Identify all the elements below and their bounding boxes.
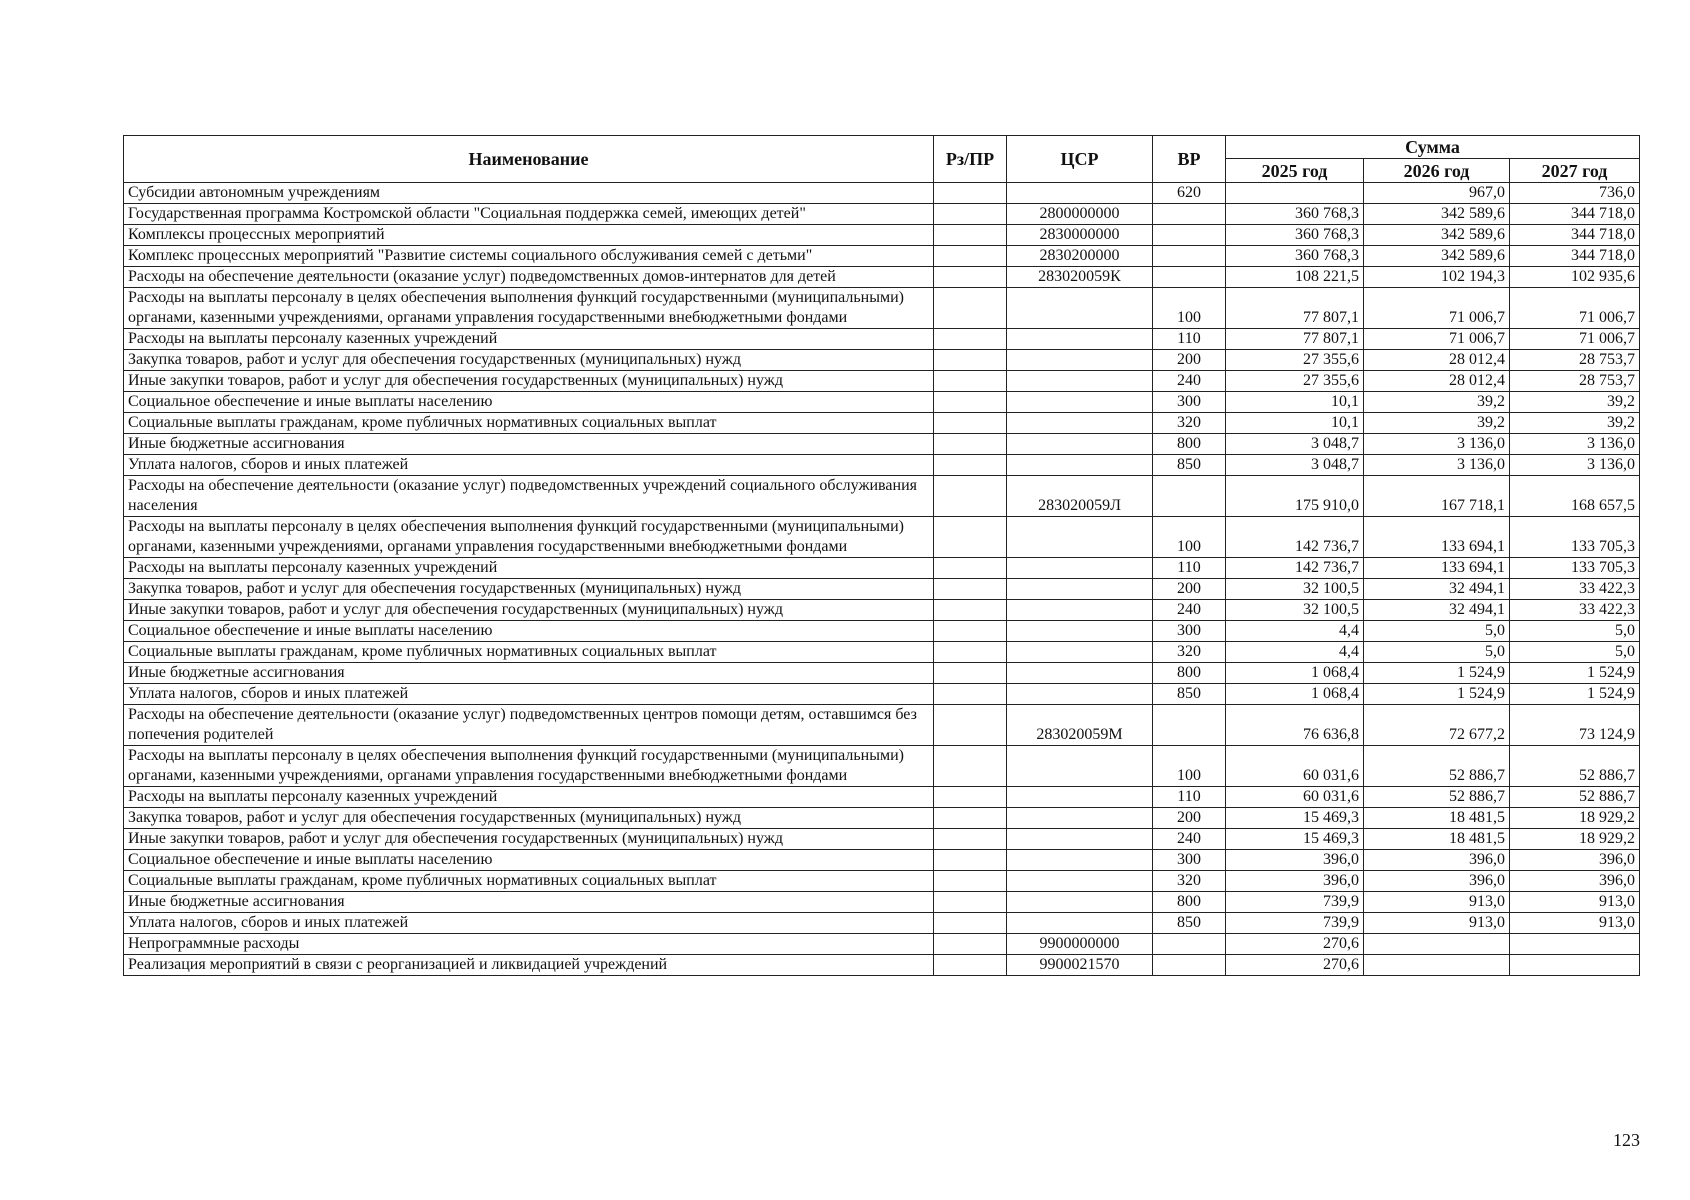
table-row — [124, 746, 1640, 787]
table-row — [124, 787, 1640, 808]
cell-y2026: 342 589,6 — [1364, 225, 1510, 246]
cell-rzpr — [934, 600, 1007, 621]
cell-rzpr — [934, 392, 1007, 413]
cell-y2026: 5,0 — [1364, 642, 1510, 663]
cell-y2026: 3 136,0 — [1364, 434, 1510, 455]
cell-csr — [1007, 371, 1153, 392]
cell-y2026: 71 006,7 — [1364, 329, 1510, 350]
cell-y2027: 73 124,9 — [1510, 705, 1640, 746]
cell-name: Комплекс процессных мероприятий "Развитие системы социального обслуживания семей с детьми" — [124, 246, 934, 267]
cell-csr: 283020059Л — [1007, 476, 1153, 517]
cell-y2026: 18 481,5 — [1364, 808, 1510, 829]
cell-y2025: 76 636,8 — [1226, 705, 1364, 746]
cell-rzpr — [934, 371, 1007, 392]
cell-vr — [1153, 705, 1226, 746]
cell-y2025: 142 736,7 — [1226, 517, 1364, 558]
cell-y2025: 60 031,6 — [1226, 787, 1364, 808]
cell-name: Социальное обеспечение и иные выплаты населению — [124, 392, 934, 413]
table-row — [124, 913, 1640, 934]
cell-y2026: 133 694,1 — [1364, 558, 1510, 579]
cell-name: Расходы на выплаты персоналу казенных учреждений — [124, 787, 934, 808]
cell-csr — [1007, 850, 1153, 871]
cell-y2025: 15 469,3 — [1226, 808, 1364, 829]
cell-name: Иные бюджетные ассигнования — [124, 434, 934, 455]
table-row — [124, 850, 1640, 871]
cell-csr: 2830000000 — [1007, 225, 1153, 246]
cell-name: Реализация мероприятий в связи с реорганизацией и ликвидацией учреждений — [124, 955, 934, 976]
cell-y2025: 360 768,3 — [1226, 204, 1364, 225]
cell-y2027: 5,0 — [1510, 642, 1640, 663]
table-row — [124, 663, 1640, 684]
cell-y2026: 52 886,7 — [1364, 746, 1510, 787]
table-body — [124, 183, 1640, 976]
cell-y2025: 3 048,7 — [1226, 434, 1364, 455]
table-row — [124, 183, 1640, 204]
cell-y2025: 27 355,6 — [1226, 350, 1364, 371]
cell-y2025: 175 910,0 — [1226, 476, 1364, 517]
cell-vr: 300 — [1153, 621, 1226, 642]
cell-y2026: 396,0 — [1364, 850, 1510, 871]
cell-name: Расходы на выплаты персоналу в целях обеспечения выполнения функций государственными (муниципальными) органами, казенными учреждениями, органами управления государственными внебюджетными фондами — [124, 746, 934, 787]
cell-y2027: 1 524,9 — [1510, 663, 1640, 684]
cell-y2026: 72 677,2 — [1364, 705, 1510, 746]
cell-vr: 110 — [1153, 787, 1226, 808]
cell-y2027: 168 657,5 — [1510, 476, 1640, 517]
header-sum: Сумма — [1226, 136, 1640, 159]
table-row — [124, 892, 1640, 913]
table-row — [124, 350, 1640, 371]
table-row — [124, 684, 1640, 705]
cell-csr — [1007, 455, 1153, 476]
header-csr: ЦСР — [1007, 136, 1153, 183]
cell-y2025: 77 807,1 — [1226, 288, 1364, 329]
cell-vr: 100 — [1153, 746, 1226, 787]
cell-name: Социальные выплаты гражданам, кроме публичных нормативных социальных выплат — [124, 871, 934, 892]
cell-y2026: 913,0 — [1364, 892, 1510, 913]
cell-y2025: 27 355,6 — [1226, 371, 1364, 392]
cell-csr — [1007, 829, 1153, 850]
cell-rzpr — [934, 434, 1007, 455]
table-row — [124, 413, 1640, 434]
cell-csr: 9900021570 — [1007, 955, 1153, 976]
cell-y2025: 32 100,5 — [1226, 600, 1364, 621]
cell-y2026: 342 589,6 — [1364, 246, 1510, 267]
table-row — [124, 455, 1640, 476]
cell-y2026 — [1364, 955, 1510, 976]
cell-y2025: 739,9 — [1226, 913, 1364, 934]
cell-vr: 800 — [1153, 434, 1226, 455]
cell-name: Расходы на обеспечение деятельности (оказание услуг) подведомственных учреждений социального обслуживания населения — [124, 476, 934, 517]
cell-rzpr — [934, 288, 1007, 329]
cell-csr — [1007, 329, 1153, 350]
cell-name: Расходы на обеспечение деятельности (оказание услуг) подведомственных центров помощи детям, оставшимся без попечения родителей — [124, 705, 934, 746]
cell-name: Уплата налогов, сборов и иных платежей — [124, 913, 934, 934]
cell-y2027 — [1510, 955, 1640, 976]
cell-csr — [1007, 642, 1153, 663]
cell-name: Социальное обеспечение и иные выплаты населению — [124, 621, 934, 642]
cell-name: Государственная программа Костромской области "Социальная поддержка семей, имеющих детей" — [124, 204, 934, 225]
cell-name: Непрограммные расходы — [124, 934, 934, 955]
table-row — [124, 579, 1640, 600]
table-row — [124, 434, 1640, 455]
cell-rzpr — [934, 225, 1007, 246]
cell-csr: 2830200000 — [1007, 246, 1153, 267]
cell-name: Расходы на выплаты персоналу в целях обеспечения выполнения функций государственными (муниципальными) органами, казенными учреждениями, органами управления государственными внебюджетными фондами — [124, 517, 934, 558]
cell-name: Расходы на выплаты персоналу казенных учреждений — [124, 329, 934, 350]
cell-vr — [1153, 267, 1226, 288]
cell-vr: 300 — [1153, 850, 1226, 871]
cell-y2025: 396,0 — [1226, 850, 1364, 871]
cell-csr — [1007, 621, 1153, 642]
cell-rzpr — [934, 476, 1007, 517]
cell-y2025: 60 031,6 — [1226, 746, 1364, 787]
cell-name: Иные бюджетные ассигнования — [124, 892, 934, 913]
cell-rzpr — [934, 746, 1007, 787]
cell-rzpr — [934, 579, 1007, 600]
cell-vr — [1153, 934, 1226, 955]
cell-name: Социальное обеспечение и иные выплаты населению — [124, 850, 934, 871]
cell-csr — [1007, 183, 1153, 204]
cell-rzpr — [934, 329, 1007, 350]
cell-rzpr — [934, 663, 1007, 684]
table-row — [124, 642, 1640, 663]
cell-y2025: 142 736,7 — [1226, 558, 1364, 579]
cell-csr: 9900000000 — [1007, 934, 1153, 955]
cell-name: Социальные выплаты гражданам, кроме публичных нормативных социальных выплат — [124, 413, 934, 434]
cell-y2025: 1 068,4 — [1226, 684, 1364, 705]
cell-y2026: 967,0 — [1364, 183, 1510, 204]
cell-csr — [1007, 558, 1153, 579]
cell-y2026: 28 012,4 — [1364, 350, 1510, 371]
cell-rzpr — [934, 913, 1007, 934]
cell-y2025: 32 100,5 — [1226, 579, 1364, 600]
cell-csr: 283020059К — [1007, 267, 1153, 288]
cell-name: Уплата налогов, сборов и иных платежей — [124, 455, 934, 476]
cell-y2025: 15 469,3 — [1226, 829, 1364, 850]
cell-y2027: 102 935,6 — [1510, 267, 1640, 288]
cell-y2026: 18 481,5 — [1364, 829, 1510, 850]
table-row — [124, 600, 1640, 621]
cell-rzpr — [934, 934, 1007, 955]
cell-csr — [1007, 913, 1153, 934]
table-row — [124, 246, 1640, 267]
cell-y2027: 3 136,0 — [1510, 455, 1640, 476]
header-2025: 2025 год — [1226, 159, 1364, 183]
cell-y2026: 39,2 — [1364, 392, 1510, 413]
cell-rzpr — [934, 183, 1007, 204]
cell-rzpr — [934, 621, 1007, 642]
cell-vr: 240 — [1153, 371, 1226, 392]
cell-vr: 110 — [1153, 329, 1226, 350]
cell-vr: 200 — [1153, 808, 1226, 829]
cell-y2027: 18 929,2 — [1510, 829, 1640, 850]
cell-y2027: 133 705,3 — [1510, 517, 1640, 558]
cell-csr — [1007, 350, 1153, 371]
cell-y2026: 52 886,7 — [1364, 787, 1510, 808]
table-row — [124, 267, 1640, 288]
cell-csr — [1007, 413, 1153, 434]
cell-name: Иные закупки товаров, работ и услуг для обеспечения государственных (муниципальных) нужд — [124, 829, 934, 850]
cell-csr — [1007, 663, 1153, 684]
cell-rzpr — [934, 705, 1007, 746]
cell-y2025: 108 221,5 — [1226, 267, 1364, 288]
cell-y2027 — [1510, 934, 1640, 955]
cell-y2025: 77 807,1 — [1226, 329, 1364, 350]
cell-vr: 200 — [1153, 350, 1226, 371]
cell-csr — [1007, 517, 1153, 558]
cell-name: Закупка товаров, работ и услуг для обеспечения государственных (муниципальных) нужд — [124, 808, 934, 829]
cell-vr: 100 — [1153, 288, 1226, 329]
cell-vr: 100 — [1153, 517, 1226, 558]
cell-csr — [1007, 787, 1153, 808]
cell-rzpr — [934, 684, 1007, 705]
cell-y2025: 1 068,4 — [1226, 663, 1364, 684]
cell-rzpr — [934, 829, 1007, 850]
cell-vr: 320 — [1153, 413, 1226, 434]
cell-vr: 850 — [1153, 684, 1226, 705]
cell-y2027: 52 886,7 — [1510, 746, 1640, 787]
table-header — [124, 136, 1640, 183]
cell-name: Иные закупки товаров, работ и услуг для обеспечения государственных (муниципальных) нужд — [124, 600, 934, 621]
cell-name: Закупка товаров, работ и услуг для обеспечения государственных (муниципальных) нужд — [124, 579, 934, 600]
cell-y2027: 396,0 — [1510, 850, 1640, 871]
cell-y2027: 344 718,0 — [1510, 246, 1640, 267]
cell-rzpr — [934, 871, 1007, 892]
cell-y2027: 736,0 — [1510, 183, 1640, 204]
header-2026: 2026 год — [1364, 159, 1510, 183]
header-2027: 2027 год — [1510, 159, 1640, 183]
cell-csr — [1007, 434, 1153, 455]
cell-y2025: 739,9 — [1226, 892, 1364, 913]
cell-rzpr — [934, 808, 1007, 829]
table-row — [124, 288, 1640, 329]
cell-y2027: 71 006,7 — [1510, 288, 1640, 329]
cell-name: Расходы на выплаты персоналу казенных учреждений — [124, 558, 934, 579]
cell-rzpr — [934, 517, 1007, 558]
cell-y2026: 342 589,6 — [1364, 204, 1510, 225]
cell-vr: 800 — [1153, 663, 1226, 684]
cell-rzpr — [934, 413, 1007, 434]
cell-vr — [1153, 225, 1226, 246]
cell-csr — [1007, 600, 1153, 621]
cell-y2025: 10,1 — [1226, 392, 1364, 413]
table-row — [124, 392, 1640, 413]
cell-y2026: 3 136,0 — [1364, 455, 1510, 476]
cell-name: Уплата налогов, сборов и иных платежей — [124, 684, 934, 705]
cell-name: Закупка товаров, работ и услуг для обеспечения государственных (муниципальных) нужд — [124, 350, 934, 371]
cell-y2026: 28 012,4 — [1364, 371, 1510, 392]
cell-csr — [1007, 892, 1153, 913]
table-row — [124, 871, 1640, 892]
cell-y2027: 344 718,0 — [1510, 225, 1640, 246]
cell-vr: 620 — [1153, 183, 1226, 204]
cell-vr: 320 — [1153, 642, 1226, 663]
cell-vr: 300 — [1153, 392, 1226, 413]
cell-y2027: 344 718,0 — [1510, 204, 1640, 225]
cell-y2026: 167 718,1 — [1364, 476, 1510, 517]
cell-rzpr — [934, 455, 1007, 476]
cell-vr: 110 — [1153, 558, 1226, 579]
cell-y2027: 28 753,7 — [1510, 371, 1640, 392]
cell-y2027: 18 929,2 — [1510, 808, 1640, 829]
cell-rzpr — [934, 850, 1007, 871]
cell-name: Иные закупки товаров, работ и услуг для обеспечения государственных (муниципальных) нужд — [124, 371, 934, 392]
cell-y2027: 1 524,9 — [1510, 684, 1640, 705]
cell-csr — [1007, 579, 1153, 600]
cell-y2026 — [1364, 934, 1510, 955]
cell-y2027: 39,2 — [1510, 413, 1640, 434]
cell-y2025: 10,1 — [1226, 413, 1364, 434]
cell-rzpr — [934, 892, 1007, 913]
cell-y2027: 28 753,7 — [1510, 350, 1640, 371]
table-row — [124, 829, 1640, 850]
cell-vr — [1153, 246, 1226, 267]
cell-name: Расходы на обеспечение деятельности (оказание услуг) подведомственных домов-интернатов для детей — [124, 267, 934, 288]
cell-vr: 200 — [1153, 579, 1226, 600]
cell-csr: 2800000000 — [1007, 204, 1153, 225]
cell-y2025: 360 768,3 — [1226, 225, 1364, 246]
cell-name: Социальные выплаты гражданам, кроме публичных нормативных социальных выплат — [124, 642, 934, 663]
cell-y2027: 5,0 — [1510, 621, 1640, 642]
cell-csr — [1007, 871, 1153, 892]
cell-rzpr — [934, 204, 1007, 225]
cell-rzpr — [934, 246, 1007, 267]
cell-vr: 850 — [1153, 455, 1226, 476]
table-row — [124, 705, 1640, 746]
header-rzpr: Рз/ПР — [934, 136, 1007, 183]
table-row — [124, 808, 1640, 829]
cell-vr — [1153, 476, 1226, 517]
table-row — [124, 329, 1640, 350]
cell-vr: 320 — [1153, 871, 1226, 892]
cell-csr — [1007, 684, 1153, 705]
cell-y2027: 33 422,3 — [1510, 579, 1640, 600]
cell-name: Комплексы процессных мероприятий — [124, 225, 934, 246]
cell-y2026: 39,2 — [1364, 413, 1510, 434]
cell-rzpr — [934, 558, 1007, 579]
cell-y2027: 396,0 — [1510, 871, 1640, 892]
cell-vr: 240 — [1153, 600, 1226, 621]
cell-vr: 240 — [1153, 829, 1226, 850]
cell-csr — [1007, 808, 1153, 829]
cell-y2027: 52 886,7 — [1510, 787, 1640, 808]
cell-rzpr — [934, 787, 1007, 808]
cell-csr — [1007, 288, 1153, 329]
table-row — [124, 934, 1640, 955]
cell-vr: 850 — [1153, 913, 1226, 934]
cell-y2025: 270,6 — [1226, 934, 1364, 955]
table-row — [124, 371, 1640, 392]
cell-y2026: 1 524,9 — [1364, 684, 1510, 705]
table-row — [124, 955, 1640, 976]
cell-y2027: 913,0 — [1510, 913, 1640, 934]
cell-y2027: 133 705,3 — [1510, 558, 1640, 579]
cell-y2025: 4,4 — [1226, 642, 1364, 663]
budget-table — [123, 135, 1640, 976]
cell-y2026: 5,0 — [1364, 621, 1510, 642]
cell-rzpr — [934, 642, 1007, 663]
cell-vr: 800 — [1153, 892, 1226, 913]
cell-y2025: 3 048,7 — [1226, 455, 1364, 476]
cell-y2026: 32 494,1 — [1364, 600, 1510, 621]
cell-csr — [1007, 392, 1153, 413]
cell-y2025: 4,4 — [1226, 621, 1364, 642]
cell-name: Субсидии автономным учреждениям — [124, 183, 934, 204]
cell-name: Иные бюджетные ассигнования — [124, 663, 934, 684]
cell-y2027: 71 006,7 — [1510, 329, 1640, 350]
cell-y2026: 913,0 — [1364, 913, 1510, 934]
cell-csr — [1007, 746, 1153, 787]
cell-rzpr — [934, 350, 1007, 371]
table-row — [124, 558, 1640, 579]
cell-vr — [1153, 955, 1226, 976]
cell-y2025: 360 768,3 — [1226, 246, 1364, 267]
cell-y2026: 396,0 — [1364, 871, 1510, 892]
cell-rzpr — [934, 267, 1007, 288]
cell-y2026: 1 524,9 — [1364, 663, 1510, 684]
cell-csr: 283020059М — [1007, 705, 1153, 746]
cell-y2027: 39,2 — [1510, 392, 1640, 413]
cell-y2025 — [1226, 183, 1364, 204]
cell-y2026: 102 194,3 — [1364, 267, 1510, 288]
page-number: 123 — [1613, 1130, 1640, 1150]
cell-y2026: 71 006,7 — [1364, 288, 1510, 329]
cell-y2025: 396,0 — [1226, 871, 1364, 892]
table-row — [124, 225, 1640, 246]
cell-y2026: 32 494,1 — [1364, 579, 1510, 600]
table-row — [124, 517, 1640, 558]
cell-y2027: 3 136,0 — [1510, 434, 1640, 455]
cell-name: Расходы на выплаты персоналу в целях обеспечения выполнения функций государственными (муниципальными) органами, казенными учреждениями, органами управления государственными внебюджетными фондами — [124, 288, 934, 329]
cell-y2025: 270,6 — [1226, 955, 1364, 976]
cell-vr — [1153, 204, 1226, 225]
header-vr: ВР — [1153, 136, 1226, 183]
cell-y2027: 33 422,3 — [1510, 600, 1640, 621]
cell-rzpr — [934, 955, 1007, 976]
table-row — [124, 476, 1640, 517]
cell-y2026: 133 694,1 — [1364, 517, 1510, 558]
table-row — [124, 204, 1640, 225]
header-name: Наименование — [124, 136, 934, 183]
cell-y2027: 913,0 — [1510, 892, 1640, 913]
table-row — [124, 621, 1640, 642]
